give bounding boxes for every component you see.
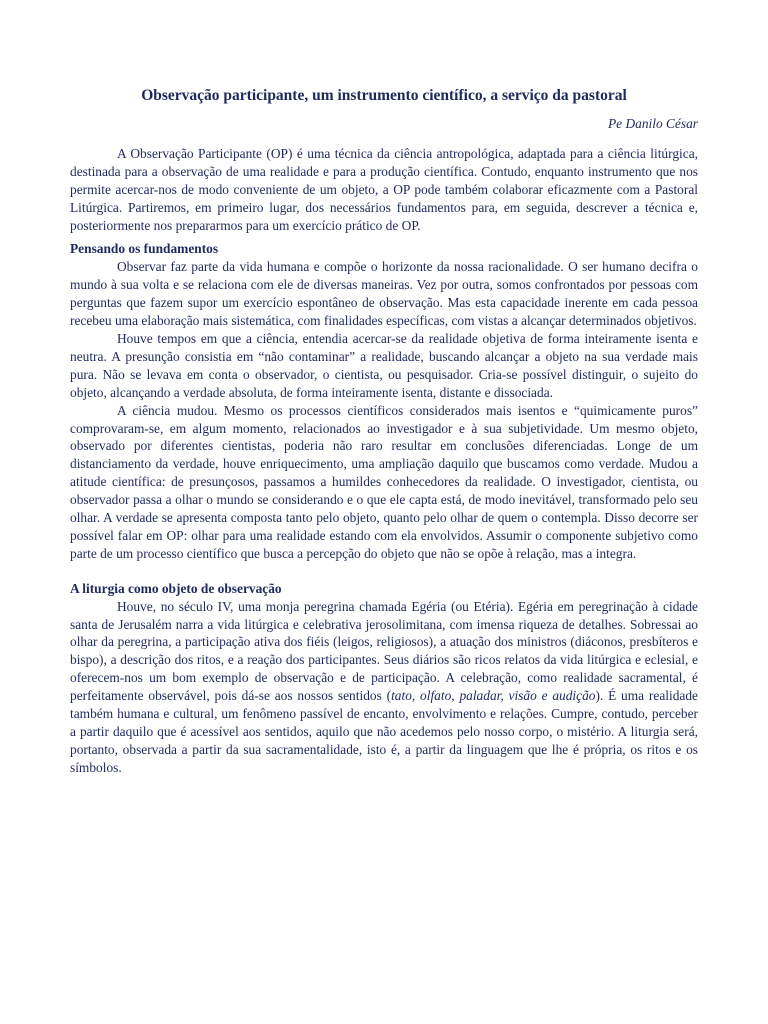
section2-senses-italic: tato, olfato, paladar, visão e audição — [391, 688, 596, 704]
section-heading-liturgia: A liturgia como objeto de observação — [70, 580, 282, 596]
section2-text-part-1: Houve, no século IV, uma monja peregrina chamada Egéria (ou Etéria). Egéria em peregrinação à cidade santa de Jerusalém narra a vida litúrgica e celebrativa jerosolimitana, com imensa riqueza de detalhes. Sobressai ao olhar da peregrina, a participação ativa dos fiéis (leigos, religiosos), a atuação dos ministros (diáconos, presbíteros e bispo), a descrição dos ritos, e a reação dos participantes. Seus diários são ricos relatos da vida litúrgica e eclesial, e oferecem-nos um bom exemplo de observação e de participação. A celebração, como realidade sacramental, é perfeitamente observável, pois dá-se aos nossos sentidos ( — [70, 598, 698, 704]
intro-paragraph: A Observação Participante (OP) é uma técnica da ciência antropológica, adaptada para a ciência litúrgica, destinada para a observação de uma realidade e para a produção científica. Contudo, enquanto instrumento que nos permite acercar-nos de modo conveniente de um objeto, a OP pode também colaborar eficazmente com a Pastoral Litúrgica. Partiremos, em primeiro lugar, dos necessários fundamentos para, em seguida, descrever a técnica e, posteriormente nos prepararmos para um exercício prático de OP. — [70, 145, 698, 233]
document-page — [70, 86, 698, 777]
section1-paragraph-2: Houve tempos em que a ciência, entendia acercar-se da realidade objetiva de forma inteiramente isenta e neutra. A presunção consistia em “não contaminar” a realidade, buscando alcançar a objeto na sua verdade mais pura. Não se levava em conta o observador, o cientista, ou pesquisador. Cria-se possível distinguir, o sujeito do objeto, alcançando a verdade absoluta, de forma inteiramente isenta, distante e dissociada. — [70, 330, 698, 400]
section2-text-part-2: ). É uma realidade também humana e cultural, um fenômeno passível de encanto, envolvimento e relações. Cumpre, contudo, perceber a partir daquilo que é acessível aos sentidos, aquilo que não acedemos pelo nosso corpo, o mistério. A liturgia será, portanto, observada a partir da sua sacramentalidade, isto é, a partir da linguagem que lhe é própria, os ritos e os símbolos. — [70, 688, 698, 775]
section1-paragraph-3: A ciência mudou. Mesmo os processos científicos considerados mais isentos e “quimicamente puros” comprovaram-se, em algum momento, relacionados ao investigador e à sua subjetividade. Um mesmo objeto, observado por diferentes cientistas, poderia não raro resultar em conclusões diferenciadas. Longe de um distanciamento da verdade, houve enriquecimento, uma ampliação daquilo que buscamos como verdade. Mudou a atitude científica: de presunçosos, passamos a humildes conhecedores da realidade. O investigador, cientista, ou observador passa a olhar o mundo se considerando e o que ele capta está, de modo inevitável, transformado pelo seu olhar. A verdade se apresenta composta tanto pelo objeto, quanto pelo olhar de quem o contempla. Disso decorre ser possível falar em OP: olhar para uma realidade estando com ela envolvidos. Assumir o componente subjetivo como parte de um processo científico que busca a percepção do objeto que não se opõe à relação, mas a integra. — [70, 402, 698, 561]
document-author: Pe Danilo César — [607, 116, 698, 131]
section-heading-fundamentos: Pensando os fundamentos — [70, 241, 219, 257]
document-title: Observação participante, um instrumento científico, a serviço da pastoral — [141, 87, 627, 104]
section2-paragraph-1 — [70, 598, 698, 777]
section1-paragraph-1: Observar faz parte da vida humana e compõe o horizonte da nossa racionalidade. O ser humano decifra o mundo à sua volta e se relaciona com ele de diversas maneiras. Vez por outra, somos confrontados por pessoas com perguntas que fazem supor um exercício espontâneo de observação. Mas esta capacidade inerente em cada pessoa recebeu uma elaboração mais sistemática, com finalidades específicas, com vistas a alcançar determinados objetivos. — [70, 259, 698, 329]
